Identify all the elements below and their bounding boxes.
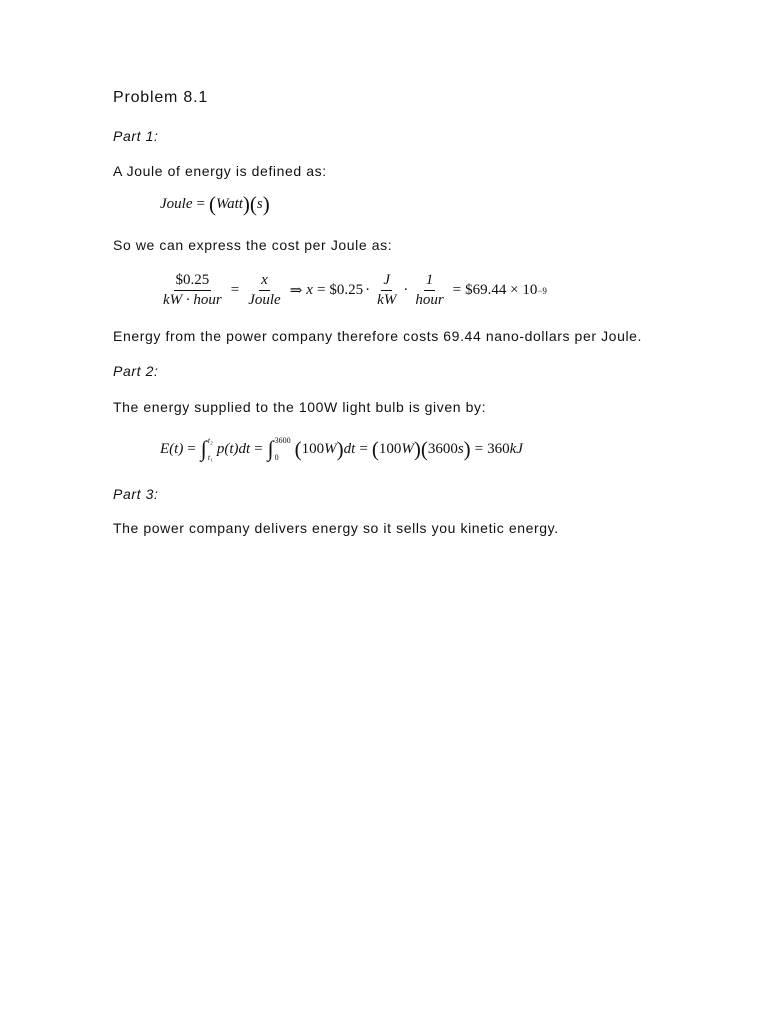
factor1-unit: W [401, 440, 414, 457]
integral-0-3600: ∫ 3600 0 [267, 436, 291, 462]
integral2-upper-limit: 3600 [274, 436, 291, 445]
eq3-lhs: E(t) [160, 440, 184, 457]
eq2-dot-2: · [403, 282, 409, 298]
fraction3-numerator: J [381, 272, 392, 291]
part1-intro: A Joule of energy is defined as: [113, 163, 327, 179]
fraction3-denominator: kW [377, 292, 397, 308]
eq2-price: $0.25 [329, 282, 364, 298]
eq3-equals-4: = [474, 440, 484, 457]
fraction2-denominator: Joule [248, 292, 281, 308]
fraction2-numerator: x [259, 272, 270, 291]
part1-lead: So we can express the cost per Joule as: [113, 237, 393, 253]
integrand-2-dt: dt [343, 440, 356, 457]
eq1-lhs: Joule [160, 196, 193, 212]
eq1-watt: Watt [215, 196, 243, 212]
fraction1-numerator: $0.25 [174, 272, 212, 291]
part1-heading: Part 1: [113, 128, 159, 144]
joule-definition-equation: Joule = ( Watt ) ( s ) [160, 192, 270, 216]
eq3-equals-1: = [187, 440, 196, 457]
integrand-2-unit: W [324, 440, 337, 457]
part2-heading: Part 2: [113, 363, 159, 379]
fraction4-numerator: 1 [424, 272, 436, 291]
eq3-equals-2: = [254, 440, 263, 457]
factor1-value: 100 [378, 440, 402, 457]
implies-arrow: ⇒ [289, 283, 303, 299]
integral1-lower-limit: t₁ [207, 453, 213, 462]
fraction1-denominator: kW · hour [163, 292, 222, 308]
eq2-equals-2: = [316, 282, 326, 298]
energy-integral-equation: E(t) = ∫ t₂ t₁ p(t)dt = ∫ 3600 0 ( 100 W ) dt = ( 100 W ) ( 3600 s ) = 360 kJ [160, 436, 523, 462]
integral-t1-t2: ∫ t₂ t₁ [200, 436, 213, 462]
factor2-unit: s [457, 440, 464, 457]
integrand-2-value: 100 [301, 440, 325, 457]
eq2-dot-1: · [365, 282, 371, 298]
part3-heading: Part 3: [113, 486, 159, 502]
eq3-result-unit: kJ [509, 440, 523, 457]
eq2-result: $69.44 × 10 [465, 282, 538, 298]
eq2-exponent: −9 [537, 285, 547, 296]
fraction-1-per-hour [413, 272, 445, 309]
eq3-result-value: 360 [487, 440, 510, 457]
eq2-x: x [306, 282, 313, 298]
eq2-equals-1: = [230, 282, 240, 298]
eq1-s: s [256, 196, 263, 212]
part3-text: The power company delivers energy so it sells you kinetic energy. [113, 520, 559, 536]
part2-intro: The energy supplied to the 100W light bulb is given by: [113, 399, 487, 415]
eq3-equals-3: = [359, 440, 368, 457]
fraction-x-per-joule [246, 272, 282, 309]
cost-per-joule-equation [158, 272, 547, 309]
problem-title: Problem 8.1 [113, 89, 209, 106]
factor2-value: 3600 [427, 440, 458, 457]
eq2-equals-3: = [452, 282, 462, 298]
fraction4-denominator: hour [415, 292, 444, 308]
integrand-1: p(t)dt [216, 440, 251, 457]
fraction-cost-per-kwh [161, 272, 224, 309]
eq1-equals: = [196, 196, 205, 212]
part1-conclusion: Energy from the power company therefore costs 69.44 nano-dollars per Joule. [113, 328, 643, 344]
fraction-j-per-kw [375, 272, 398, 309]
integral2-lower-limit: 0 [274, 453, 279, 462]
integral1-upper-limit: t₂ [207, 436, 213, 445]
